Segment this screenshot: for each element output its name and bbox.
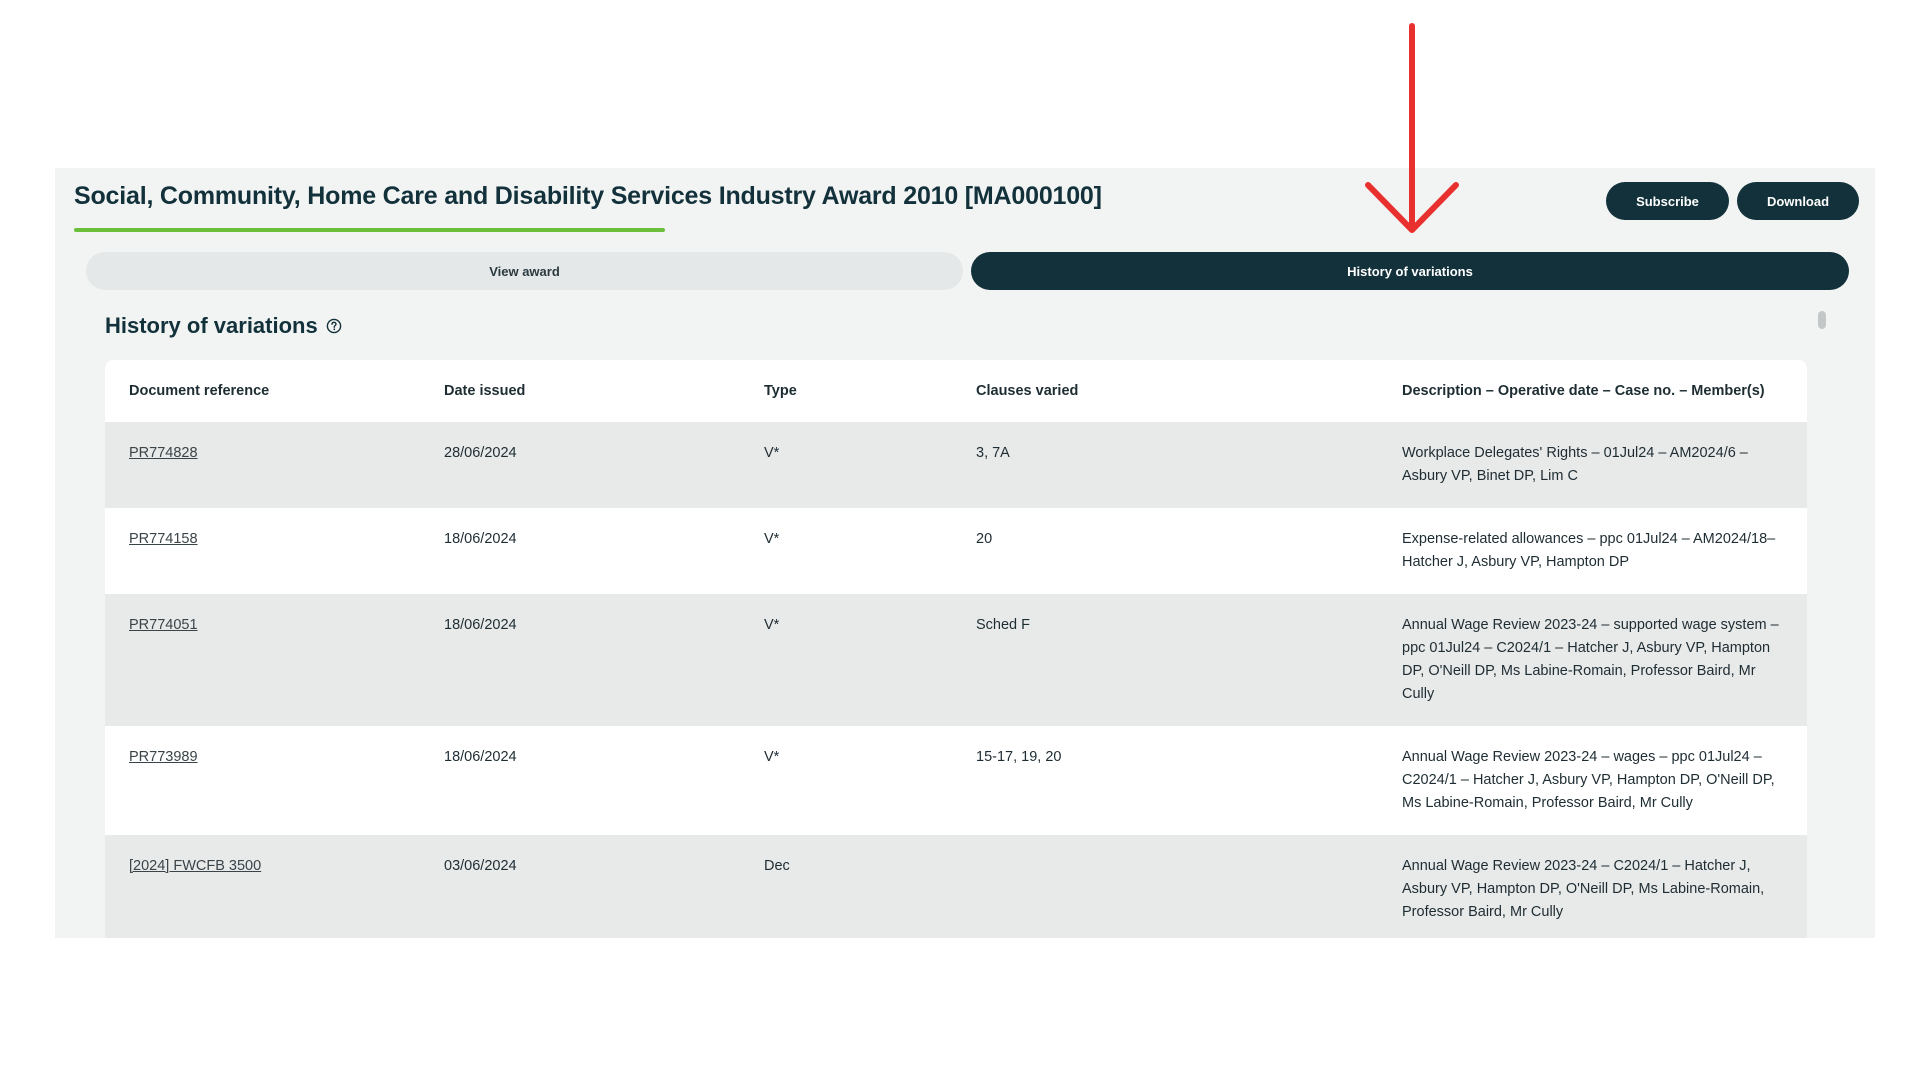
table-row	[105, 422, 1807, 508]
header-type[interactable]: Type	[764, 383, 797, 399]
header-clauses-varied[interactable]: Clauses varied	[976, 383, 1079, 399]
clauses-cell: 20	[976, 531, 993, 547]
tab-view-award[interactable]: View award	[86, 252, 963, 290]
scrollbar[interactable]	[1816, 311, 1826, 938]
clauses-cell: Sched F	[976, 617, 1030, 633]
description-cell: Annual Wage Review 2023-24 – wages – ppc 01Jul24 – C2024/1 – Hatcher J, Asbury VP, Hampton DP, O'Neill DP, Ms Labine-Romain, Professor Baird, Mr Cully	[1402, 749, 1775, 811]
clauses-cell: 3, 7A	[976, 445, 1010, 461]
award-tabs	[86, 252, 1849, 290]
table-row	[105, 726, 1807, 835]
type-cell: V*	[764, 617, 780, 633]
subscribe-button[interactable]: Subscribe	[1606, 182, 1729, 220]
table-row	[105, 508, 1807, 594]
award-panel	[55, 168, 1875, 938]
table-row	[105, 835, 1807, 938]
date-cell: 18/06/2024	[444, 617, 517, 633]
table-row	[105, 594, 1807, 726]
clauses-cell	[952, 835, 1378, 938]
type-cell: V*	[764, 445, 780, 461]
type-cell: Dec	[764, 858, 790, 874]
table-header-row	[105, 360, 1807, 422]
date-cell: 18/06/2024	[444, 749, 517, 765]
tab-history-of-variations[interactable]: History of variations	[971, 252, 1849, 290]
variations-table-card	[105, 360, 1807, 938]
section-heading-text: History of variations	[105, 313, 318, 338]
description-cell: Annual Wage Review 2023-24 – C2024/1 – Hatcher J, Asbury VP, Hampton DP, O'Neill DP, Ms Labine-Romain, Professor Baird, Mr Cully	[1402, 858, 1765, 920]
award-title: Social, Community, Home Care and Disability Services Industry Award 2010 [MA000100]	[74, 182, 1102, 210]
description-cell: Annual Wage Review 2023-24 – supported wage system – ppc 01Jul24 – C2024/1 – Hatcher J, Asbury VP, Hampton DP, O'Neill DP, Ms Labine-Romain, Professor Baird, Mr Cully	[1402, 617, 1779, 702]
date-cell: 18/06/2024	[444, 531, 517, 547]
document-link[interactable]: PR774051	[129, 617, 198, 633]
description-cell: Expense-related allowances – ppc 01Jul24 – AM2024/18– Hatcher J, Asbury VP, Hampton DP	[1402, 531, 1776, 570]
question-circle-icon[interactable]	[326, 318, 343, 335]
section-heading	[105, 313, 343, 339]
document-link[interactable]: PR774828	[129, 445, 198, 461]
document-link[interactable]: PR774158	[129, 531, 198, 547]
date-cell: 03/06/2024	[444, 858, 517, 874]
description-cell: Workplace Delegates' Rights – 01Jul24 – AM2024/6 – Asbury VP, Binet DP, Lim C	[1402, 445, 1748, 484]
document-link[interactable]: [2024] FWCFB 3500	[129, 858, 262, 874]
header-date-issued[interactable]: Date issued	[444, 383, 526, 399]
document-link[interactable]: PR773989	[129, 749, 198, 765]
title-underline	[74, 228, 665, 232]
header-document-reference[interactable]: Document reference	[129, 383, 270, 399]
variations-table	[105, 360, 1807, 938]
date-cell: 28/06/2024	[444, 445, 517, 461]
header-description[interactable]: Description – Operative date – Case no. – Member(s)	[1402, 383, 1765, 399]
scrollbar-thumb[interactable]	[1818, 311, 1826, 329]
type-cell: V*	[764, 531, 780, 547]
type-cell: V*	[764, 749, 780, 765]
clauses-cell: 15-17, 19, 20	[976, 749, 1062, 765]
download-button[interactable]: Download	[1737, 182, 1859, 220]
